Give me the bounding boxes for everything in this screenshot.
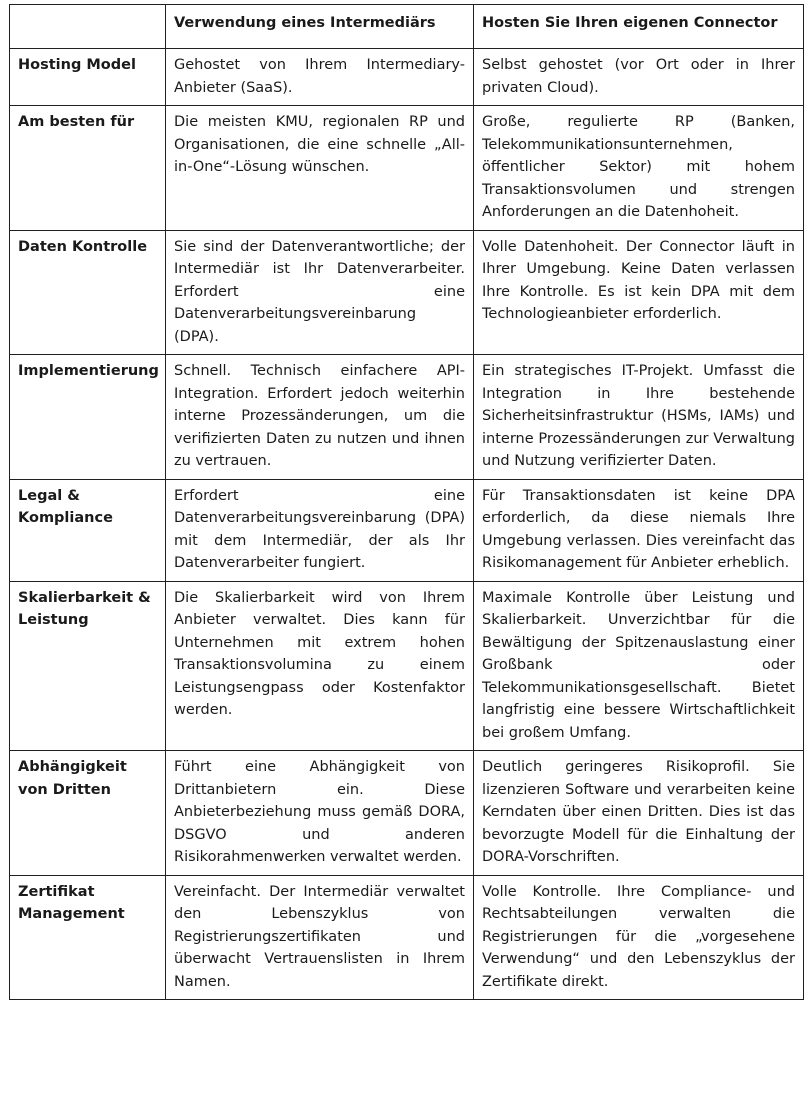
- row-label: Legal & Kompliance: [10, 479, 166, 581]
- table-header-row: [10, 5, 804, 49]
- cell-intermediary: Vereinfacht. Der Intermediär verwaltet den Lebenszyklus von Registrierungszertifikaten und überwacht Vertrauenslisten in Ihrem Namen.: [166, 875, 474, 1000]
- table-row: [10, 49, 804, 106]
- table-row: [10, 581, 804, 751]
- cell-own-connector: Für Transaktionsdaten ist keine DPA erforderlich, da diese niemals Ihre Umgebung verlassen. Dies vereinfacht das Risikomanagement für Anbieter erheblich.: [474, 479, 804, 581]
- cell-own-connector: Selbst gehostet (vor Ort oder in Ihrer privaten Cloud).: [474, 49, 804, 106]
- row-label: Hosting Model: [10, 49, 166, 106]
- comparison-table: [9, 4, 804, 1000]
- header-empty: [10, 5, 166, 49]
- table-row: [10, 751, 804, 876]
- cell-own-connector: Große, regulierte RP (Banken, Telekommunikationsunternehmen, öffentlicher Sektor) mit hohem Transaktionsvolumen und strengen Anforderungen an die Datenhoheit.: [474, 106, 804, 231]
- cell-intermediary: Schnell. Technisch einfachere API-Integration. Erfordert jedoch weiterhin interne Prozessänderungen, um die verifizierten Daten zu nutzen und ihnen zu vertrauen.: [166, 355, 474, 480]
- cell-intermediary: Sie sind der Datenverantwortliche; der Intermediär ist Ihr Datenverarbeiter. Erfordert eine Datenverarbeitungsvereinbarung (DPA).: [166, 230, 474, 355]
- header-intermediary: Verwendung eines Intermediärs: [166, 5, 474, 49]
- row-label: Implementierung: [10, 355, 166, 480]
- cell-own-connector: Volle Datenhoheit. Der Connector läuft in Ihrer Umgebung. Keine Daten verlassen Ihre Kontrolle. Es ist kein DPA mit dem Technologieanbieter erforderlich.: [474, 230, 804, 355]
- table-row: [10, 230, 804, 355]
- table-row: [10, 106, 804, 231]
- cell-intermediary: Führt eine Abhängigkeit von Drittanbietern ein. Diese Anbieterbeziehung muss gemäß DORA, DSGVO und anderen Risikorahmenwerken verwaltet werden.: [166, 751, 474, 876]
- row-label: Zertifikat Management: [10, 875, 166, 1000]
- header-own-connector: Hosten Sie Ihren eigenen Connector: [474, 5, 804, 49]
- cell-own-connector: Ein strategisches IT-Projekt. Umfasst die Integration in Ihre bestehende Sicherheitsinfrastruktur (HSMs, IAMs) und interne Prozessänderungen zur Verwaltung und Nutzung verifizierter Daten.: [474, 355, 804, 480]
- cell-intermediary: Die Skalierbarkeit wird von Ihrem Anbieter verwaltet. Dies kann für Unternehmen mit extrem hohen Transaktionsvolumina zu einem Leistungsengpass oder Kostenfaktor werden.: [166, 581, 474, 751]
- cell-intermediary: Gehostet von Ihrem Intermediary-Anbieter (SaaS).: [166, 49, 474, 106]
- row-label: Am besten für: [10, 106, 166, 231]
- cell-own-connector: Volle Kontrolle. Ihre Compliance- und Rechtsabteilungen verwalten die Registrierungen für die „vorgesehene Verwendung“ und den Lebenszyklus der Zertifikate direkt.: [474, 875, 804, 1000]
- row-label: Daten Kontrolle: [10, 230, 166, 355]
- cell-own-connector: Maximale Kontrolle über Leistung und Skalierbarkeit. Unverzichtbar für die Bewältigung der Spitzenauslastung einer Großbank oder Telekommunikationsgesellschaft. Bietet langfristig eine bessere Wirtschaftlichkeit bei großem Umfang.: [474, 581, 804, 751]
- table-row: [10, 355, 804, 480]
- table-row: [10, 875, 804, 1000]
- cell-intermediary: Die meisten KMU, regionalen RP und Organisationen, die eine schnelle „All-in-One“-Lösung wünschen.: [166, 106, 474, 231]
- row-label: Skalierbarkeit & Leistung: [10, 581, 166, 751]
- cell-own-connector: Deutlich geringeres Risikoprofil. Sie lizenzieren Software und verarbeiten keine Kerndaten über einen Dritten. Dies ist das bevorzugte Modell für die Einhaltung der DORA-Vorschriften.: [474, 751, 804, 876]
- row-label: Abhängigkeit von Dritten: [10, 751, 166, 876]
- cell-intermediary: Erfordert eine Datenverarbeitungsvereinbarung (DPA) mit dem Intermediär, der als Ihr Datenverarbeiter fungiert.: [166, 479, 474, 581]
- table-row: [10, 479, 804, 581]
